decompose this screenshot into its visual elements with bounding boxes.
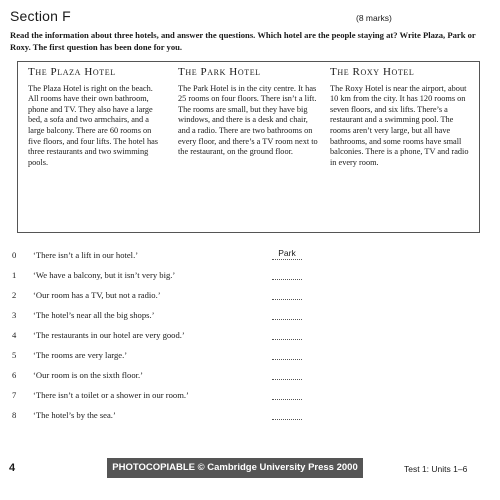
question-row [0,370,500,384]
question-number: 1 [12,270,17,280]
hotel-description: The Park Hotel is in the city centre. It has 25 rooms on four floors. There isn’t a lift. The rooms are small, but they have big windows, and there is a desk and chair, and a radio. There are two bathrooms on every floor, and there’s a TV room next to the restaurant, on the ground floor. [178,83,318,157]
question-row [0,310,500,324]
question-text: ‘Our room is on the sixth floor.’ [33,370,144,380]
question-text: ‘Our room has a TV, but not a radio.’ [33,290,161,300]
question-row [0,290,500,304]
hotel-description: The Roxy Hotel is near the airport, about 10 km from the city. It has 120 rooms on seven floors, and six lifts. There’s a restaurant and a swimming pool. The rooms aren’t very large, but all have bathrooms, and some rooms have small balconies. There is a phone, TV and radio in every room. [330,83,469,167]
question-text: ‘There isn’t a toilet or a shower in our room.’ [33,390,189,400]
hotel-column-park [178,67,318,158]
question-row [0,390,500,404]
question-number: 2 [12,290,17,300]
marks-label: (8 marks) [356,13,392,23]
page-footer [0,458,500,480]
answer-blank[interactable] [272,328,302,340]
question-text: ‘We have a balcony, but it isn’t very big.’ [33,270,176,280]
question-text: ‘There isn’t a lift in our hotel.’ [33,250,139,260]
answer-blank[interactable] [272,288,302,300]
question-number: 5 [12,350,17,360]
section-title: Section F [10,8,71,24]
question-number: 6 [12,370,17,380]
question-text: ‘The rooms are very large.’ [33,350,128,360]
hotel-column-roxy [330,67,470,168]
question-number: 7 [12,390,17,400]
answer-blank[interactable] [272,348,302,360]
answer-blank[interactable] [272,368,302,380]
question-row [0,270,500,284]
question-text: ‘The hotel’s by the sea.’ [33,410,116,420]
question-row [0,410,500,424]
hotel-name: The Park Hotel [178,66,261,78]
hotel-descriptions-box [17,61,480,233]
answer-blank[interactable] [272,268,302,280]
question-text: ‘The restaurants in our hotel are very good.’ [33,330,185,340]
question-row [0,250,500,264]
instructions: Read the information about three hotels, and answer the questions. Which hotel are the people staying at? Write Plaza, Park or Roxy. The first question has been done for you. [10,30,476,52]
hotel-column-plaza [28,67,164,168]
question-number: 4 [12,330,17,340]
hotel-description: The Plaza Hotel is right on the beach. All rooms have their own bathroom, phone and TV. They also have a large bed, a sofa and two armchairs, and a large balcony. There are 60 rooms on five floors, and four lifts. The hotel has three restaurants and two swimming pools. [28,83,159,167]
question-row [0,350,500,364]
page-number: 4 [9,462,16,474]
question-number: 0 [12,250,17,260]
copyright-bar: PHOTOCOPIABLE © Cambridge University Press 2000 [107,458,363,478]
answer-blank[interactable] [272,308,302,320]
question-number: 3 [12,310,17,320]
question-row [0,330,500,344]
question-number: 8 [12,410,17,420]
test-units-label: Test 1: Units 1–6 [404,464,468,474]
answer-blank[interactable] [272,408,302,420]
hotel-name: The Roxy Hotel [330,66,415,78]
answer-blank[interactable] [272,388,302,400]
question-text: ‘The hotel’s near all the big shops.’ [33,310,155,320]
answer-blank[interactable]: Park [272,248,302,260]
hotel-name: The Plaza Hotel [28,66,116,78]
